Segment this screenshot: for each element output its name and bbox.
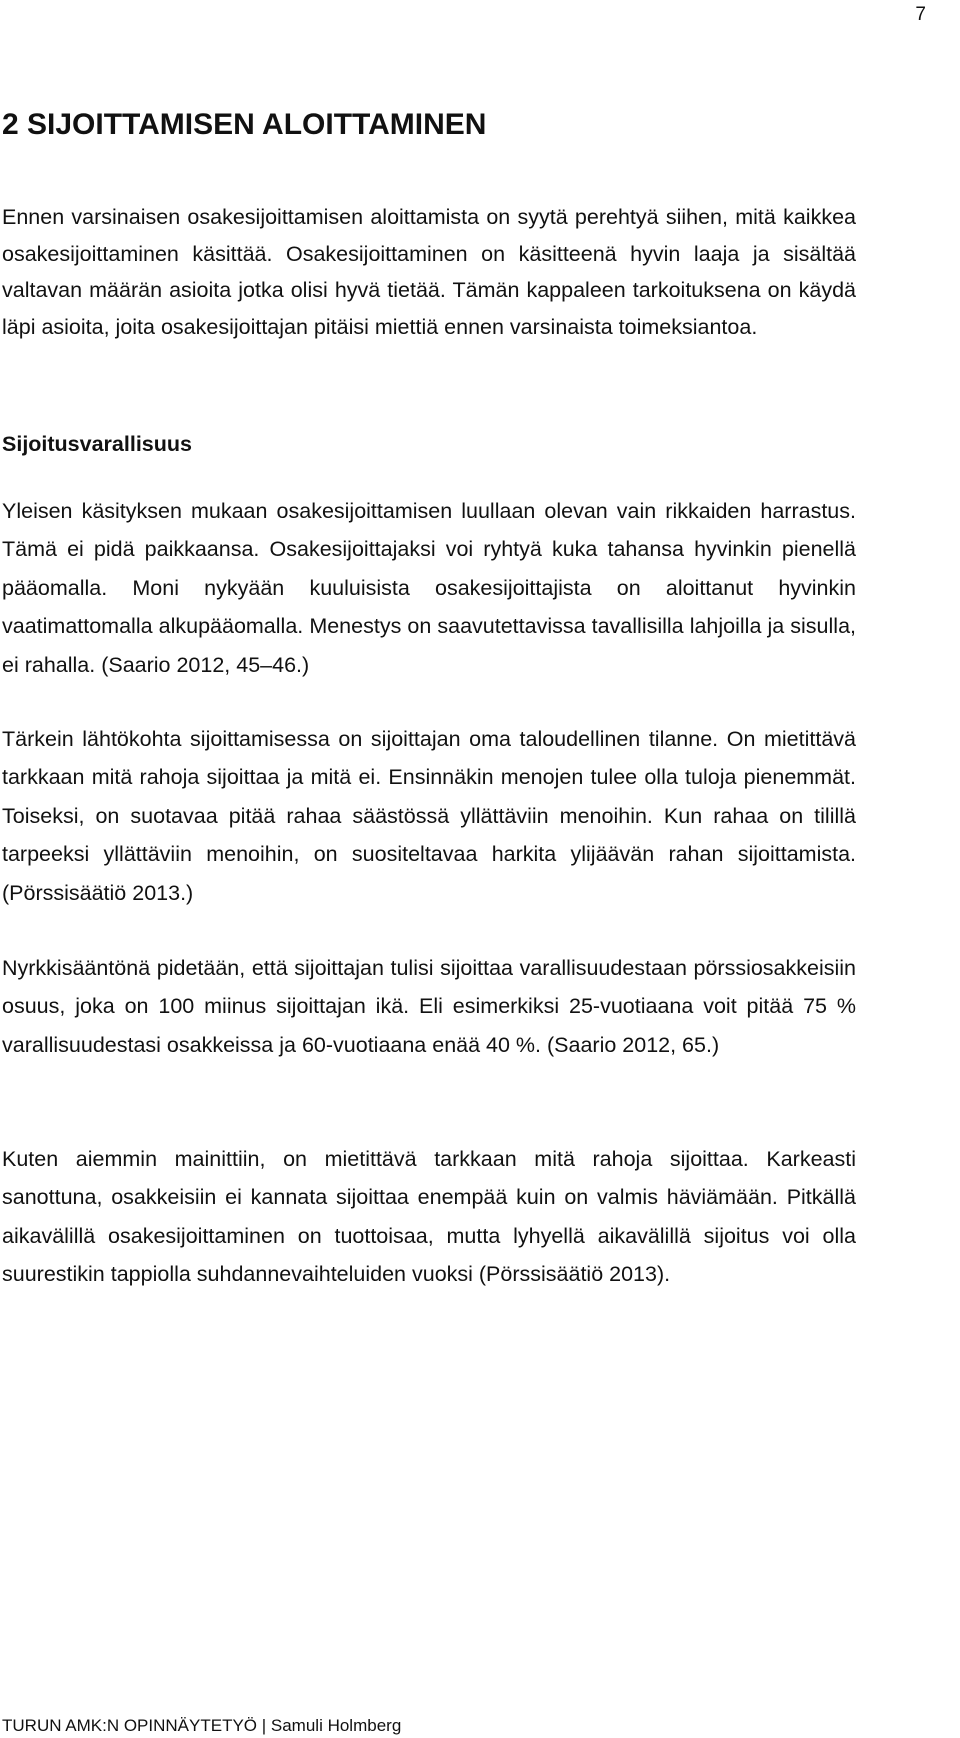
- body-paragraph: Yleisen käsityksen mukaan osakesijoittamisen luullaan olevan vain rikkaiden harrastus. Tämä ei pidä paikkaansa. Osakesijoittajaksi voi ryhtyä kuka tahansa hyvinkin pienellä pääomalla. Moni nykyään kuuluisista osakesijoittajista on aloittanut hyvinkin vaatimattomalla alkupääomalla. Menestys on saavutettavissa tavallisilla lahjoilla ja sisulla, ei rahalla. (Saario 2012, 45–46.): [2, 499, 856, 677]
- chapter-title: 2 SIJOITTAMISEN ALOITTAMINEN: [2, 108, 487, 141]
- page-footer: TURUN AMK:N OPINNÄYTETYÖ | Samuli Holmberg: [2, 1716, 402, 1735]
- body-paragraph: Nyrkkisääntönä pidetään, että sijoittajan tulisi sijoittaa varallisuudestaan pörssiosakkeisiin osuus, joka on 100 miinus sijoittajan ikä. Eli esimerkiksi 25-vuotiaana voit pitää 75 % varallisuudestasi osakkeissa ja 60-vuotiaana enää 40 %. (Saario 2012, 65.): [2, 956, 856, 1057]
- intro-paragraph: Ennen varsinaisen osakesijoittamisen aloittamista on syytä perehtyä siihen, mitä kaikkea osakesijoittaminen käsittää. Osakesijoittaminen on käsitteenä hyvin laaja ja sisältää valtavan määrän asioita jotka olisi hyvä tietää. Tämän kappaleen tarkoituksena on käydä läpi asioita, joita osakesijoittajan pitäisi miettiä ennen varsinaista toimeksiantoa.: [2, 205, 856, 339]
- section-heading: Sijoitusvarallisuus: [2, 432, 192, 456]
- page-number: 7: [915, 4, 926, 25]
- body-paragraph: Kuten aiemmin mainittiin, on mietittävä tarkkaan mitä rahoja sijoittaa. Karkeasti sanottuna, osakkeisiin ei kannata sijoittaa enempää kuin on valmis häviämään. Pitkällä aikavälillä osakesijoittaminen on tuottoisaa, mutta lyhyellä aikavälillä sijoitus voi olla suurestikin tappiolla suhdannevaihteluiden vuoksi (Pörssisäätiö 2013).: [2, 1147, 856, 1287]
- body-paragraph: Tärkein lähtökohta sijoittamisessa on sijoittajan oma taloudellinen tilanne. On mietittävä tarkkaan mitä rahoja sijoittaa ja mitä ei. Ensinnäkin menojen tulee olla tuloja pienemmät. Toiseksi, on suotavaa pitää rahaa säästössä yllättäviin menoihin. Kun rahaa on tilillä tarpeeksi yllättäviin menoihin, on suositeltavaa harkita ylijäävän rahan sijoittamista. (Pörssisäätiö 2013.): [2, 727, 856, 905]
